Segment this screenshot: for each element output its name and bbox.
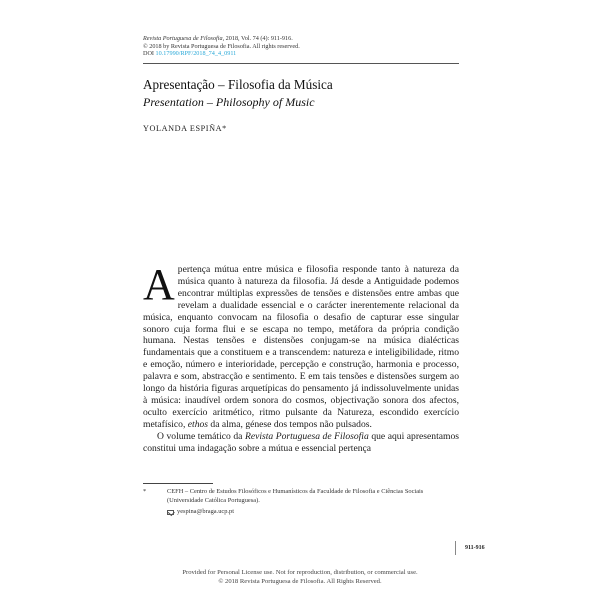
paragraph-2-end: que aqui apresentamos constitui uma indagação sobre a mútua e essencial pertença xyxy=(143,430,459,454)
license-notice xyxy=(100,569,500,586)
paragraph-2-start: O volume temático da xyxy=(157,430,245,442)
header-divider xyxy=(143,63,459,64)
paragraph-1-text: pertença mútua entre música e filosofia responde tanto à natureza da música quanto à natureza da filosofia. Já desde a Antiguidade podemos encontrar múltiplas expressões de tensões e distensões entre ambas que revelam a dualidade essencial e o carácter inerentemente relacional da música, enquanto convocam na filosofia o desafio de capturar esse singular sonoro cuja forma flui e se escapa no tempo, metáfora da própria condição humana. Nestas tensões e distensões conjugam-se na música dialécticas fundamentais que a constituem e a transcendem: natureza e inteligibilidade, ritmo e emoção, número e interioridade, percepção e construção, harmonia e processo, palavra e som, abstracção e sentimento. E em tais tensões e distensões surgem ao longo da história figuras arquetípicas do pensamento já indissoluvelmente unidas à música: inaudível ordem sonora do cosmos, objectivação sonora dos afectos, oculto exercício aritmético, ritmo pulsante da Natureza, escondido exercício metafísico, xyxy=(143,264,459,430)
footnote xyxy=(143,488,461,517)
page-range: 911-916 xyxy=(465,545,485,551)
author-name: YOLANDA ESPIÑA* xyxy=(143,124,227,133)
license-line-1: Provided for Personal License use. Not for reproduction, distribution, or commercial use. xyxy=(182,569,418,576)
article-title: Apresentação – Filosofia da Música xyxy=(143,77,333,92)
citation-details: , 2018, Vol. 74 (4): 911-916. xyxy=(222,35,293,42)
article-subtitle: Presentation – Philosophy of Music xyxy=(143,95,315,109)
article-body xyxy=(143,260,459,455)
paragraph-1 xyxy=(143,260,459,431)
page-range-marker xyxy=(455,541,456,555)
paragraph-2-italic: Revista Portuguesa de Filosofia xyxy=(244,430,369,442)
footnote-mark: * xyxy=(143,488,147,495)
envelope-icon xyxy=(167,510,174,515)
citation-line xyxy=(143,35,463,43)
paragraph-1-end: da alma, génese dos tempos não pulsados. xyxy=(208,418,372,430)
doi-link[interactable]: 10.17990/RPF/2018_74_4_0911 xyxy=(155,50,237,58)
doi-line xyxy=(143,50,463,58)
copyright-line: © 2018 by Revista Portuguesa de Filosofia. All rights reserved. xyxy=(143,42,300,50)
paragraph-2 xyxy=(143,431,459,455)
footnote-affiliation: CEFH – Centro de Estudos Filosóficos e Humanísticos da Faculdade de Filosofia e Ciências Sociais (Universidade Católica Portuguesa). xyxy=(167,488,424,504)
drop-cap: A xyxy=(143,260,175,309)
journal-name: Revista Portuguesa de Filosofia xyxy=(143,35,223,42)
doi-label: DOI xyxy=(143,50,154,58)
journal-header xyxy=(143,35,463,58)
license-line-2: © 2018 Revista Portuguesa de Filosofia. All Rights Reserved. xyxy=(218,577,382,585)
paragraph-1-italic: ethos xyxy=(187,418,209,430)
footnote-email-row xyxy=(167,508,461,517)
author-email[interactable]: yespina@braga.ucp.pt xyxy=(177,508,234,516)
footnote-divider xyxy=(143,483,213,484)
